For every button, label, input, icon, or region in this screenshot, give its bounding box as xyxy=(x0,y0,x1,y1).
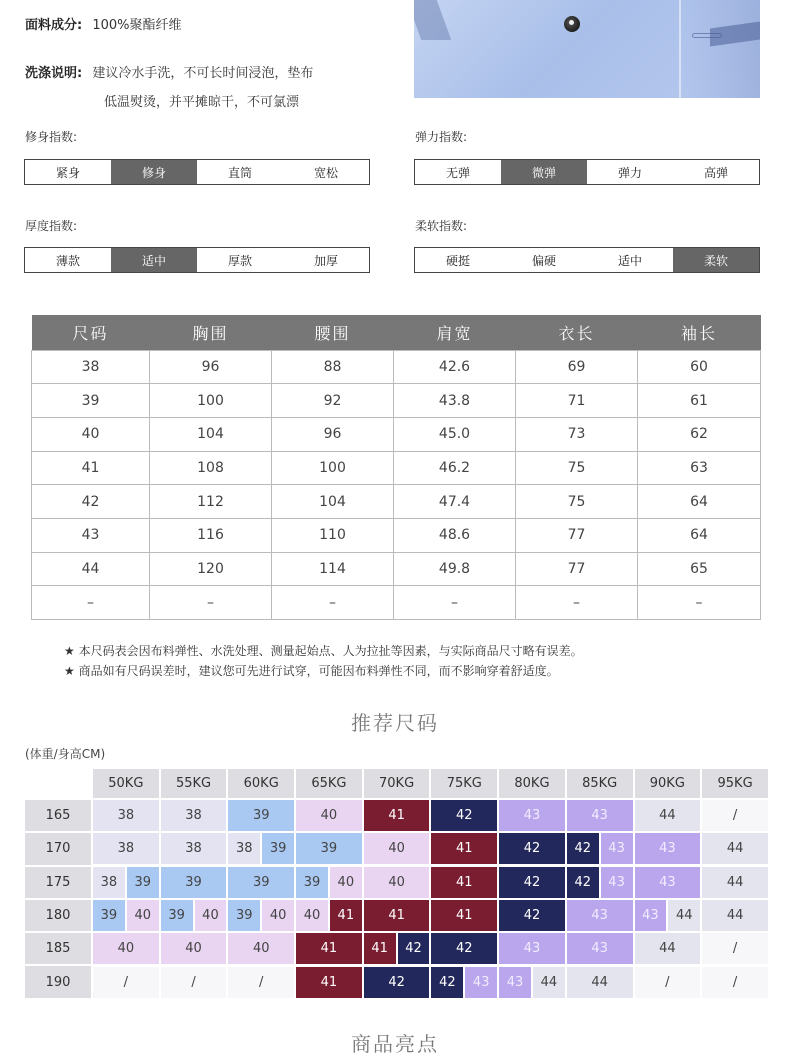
size-badge: 41 xyxy=(431,833,497,864)
size-badge: 38 xyxy=(161,800,227,831)
highlights-title: 商品亮点 xyxy=(351,1032,439,1056)
recommend-cell xyxy=(702,966,770,999)
weight-header: 85KG xyxy=(567,769,635,800)
fabric-value: 100%聚酯纤维 xyxy=(92,18,182,33)
recommend-cell xyxy=(567,833,635,866)
height-label: 165 xyxy=(25,800,93,833)
header-waist: 腰围 xyxy=(272,315,394,350)
size-cell: 64 xyxy=(638,518,761,552)
size-cell: 63 xyxy=(638,451,761,485)
size-cell: 77 xyxy=(516,552,638,586)
index-option: 宽松 xyxy=(313,165,338,180)
size-badge: 42 xyxy=(431,967,463,998)
recommend-cell xyxy=(567,800,635,833)
index-option: 直筒 xyxy=(227,165,252,180)
size-cell: 104 xyxy=(150,417,272,451)
size-badge: 39 xyxy=(296,833,362,864)
stretch-index-label: 弹力指数: xyxy=(415,130,468,144)
size-cell: 43 xyxy=(32,518,150,552)
height-label: 190 xyxy=(25,966,93,999)
weight-header: 55KG xyxy=(161,769,229,800)
size-cell: 69 xyxy=(516,350,638,384)
size-badge: 38 xyxy=(93,800,159,831)
index-option: 偏硬 xyxy=(531,253,556,268)
recommend-cell xyxy=(161,800,229,833)
size-badge: 40 xyxy=(328,867,362,898)
size-badge: 44 xyxy=(635,933,701,964)
index-option: 硬挺 xyxy=(445,253,470,268)
size-badge: 40 xyxy=(161,933,227,964)
size-cell: 39 xyxy=(32,384,150,418)
size-cell: 42 xyxy=(32,485,150,519)
recommend-cell xyxy=(161,833,229,866)
height-label: 170 xyxy=(25,833,93,866)
size-badge: 42 xyxy=(499,833,565,864)
size-row xyxy=(32,586,761,620)
size-badge: 39 xyxy=(296,867,328,898)
size-badge: / xyxy=(635,967,701,998)
size-cell: 60 xyxy=(638,350,761,384)
size-badge: 44 xyxy=(567,967,633,998)
recommend-cell xyxy=(431,966,499,999)
size-badge: 42 xyxy=(396,933,430,964)
size-badge: 39 xyxy=(125,867,159,898)
size-badge: 42 xyxy=(567,867,599,898)
size-badge: 41 xyxy=(364,800,430,831)
size-badge: 44 xyxy=(702,900,768,931)
size-cell: – xyxy=(272,586,394,620)
size-badge: 43 xyxy=(599,833,633,864)
height-label: 180 xyxy=(25,900,93,933)
recommend-cell xyxy=(364,966,432,999)
height-row xyxy=(25,966,770,999)
size-badge: 43 xyxy=(499,967,531,998)
size-badge: 44 xyxy=(531,967,565,998)
fit-index-label: 修身指数: xyxy=(25,130,78,144)
note-1: ★ 本尺码表会因布料弹性、水洗处理、测量起始点、人为拉扯等因素，与实际商品尺寸略有误差。 xyxy=(64,644,583,658)
size-row xyxy=(32,451,761,485)
recommend-cell xyxy=(702,800,770,833)
recommend-cell xyxy=(499,800,567,833)
recommend-table xyxy=(25,769,770,1000)
recommend-cell xyxy=(702,867,770,900)
size-cell: 75 xyxy=(516,485,638,519)
recommend-cell xyxy=(431,833,499,866)
size-cell: 71 xyxy=(516,384,638,418)
recommend-cell xyxy=(161,900,229,933)
recommend-cell xyxy=(228,800,296,833)
softness-index-bar xyxy=(414,247,760,273)
index-option: 薄款 xyxy=(55,253,80,268)
size-badge: 40 xyxy=(296,800,362,831)
size-badge: 40 xyxy=(364,833,430,864)
size-cell: 75 xyxy=(516,451,638,485)
recommend-title: 推荐尺码 xyxy=(351,711,439,735)
weight-header: 95KG xyxy=(702,769,770,800)
wash-text-1: 建议冷水手洗，不可长时间浸泡，垫布 xyxy=(92,66,314,81)
recommend-cell xyxy=(499,900,567,933)
recommend-cell xyxy=(93,800,161,833)
index-option: 无弹 xyxy=(445,165,470,180)
size-badge: 38 xyxy=(93,833,159,864)
size-badge: / xyxy=(702,933,768,964)
size-table-header xyxy=(32,315,761,350)
recommend-cell xyxy=(702,933,770,966)
size-cell: 48.6 xyxy=(394,518,516,552)
recommend-cell xyxy=(93,900,161,933)
size-badge: 43 xyxy=(499,800,565,831)
recommend-cell xyxy=(228,966,296,999)
recommend-cell xyxy=(431,900,499,933)
weight-header: 70KG xyxy=(364,769,432,800)
height-row xyxy=(25,833,770,866)
size-cell: 46.2 xyxy=(394,451,516,485)
wash-label: 洗涤说明: xyxy=(25,66,83,81)
index-option: 修身 xyxy=(111,160,197,184)
size-badge: 38 xyxy=(228,833,260,864)
recommend-cell xyxy=(635,800,703,833)
recommend-cell xyxy=(635,966,703,999)
wash-text-2: 低温熨烫，并平摊晾干，不可氯漂 xyxy=(104,95,300,110)
fabric-label: 面料成分: xyxy=(25,18,83,33)
size-badge: 41 xyxy=(296,967,362,998)
recommend-cell xyxy=(567,966,635,999)
height-row xyxy=(25,867,770,900)
recommend-cell xyxy=(296,933,364,966)
size-badge: 42 xyxy=(431,800,497,831)
size-badge: 42 xyxy=(364,967,430,998)
size-cell: 44 xyxy=(32,552,150,586)
weight-header: 90KG xyxy=(635,769,703,800)
header-shoulder: 肩宽 xyxy=(394,315,516,350)
size-row xyxy=(32,417,761,451)
collar-shadow xyxy=(414,0,451,40)
size-badge: 39 xyxy=(260,833,294,864)
size-badge: 43 xyxy=(567,800,633,831)
size-badge: / xyxy=(93,967,159,998)
size-cell: 77 xyxy=(516,518,638,552)
size-cell: 116 xyxy=(150,518,272,552)
recommend-cell xyxy=(364,933,432,966)
recommend-cell xyxy=(93,867,161,900)
index-option: 厚款 xyxy=(227,253,252,268)
corner-cell xyxy=(25,769,93,800)
size-cell: 100 xyxy=(272,451,394,485)
recommend-cell xyxy=(499,833,567,866)
recommend-cell xyxy=(635,900,703,933)
size-badge: 41 xyxy=(431,900,497,931)
size-badge: 40 xyxy=(93,933,159,964)
recommend-cell xyxy=(296,800,364,833)
stretch-index-bar xyxy=(414,159,760,185)
size-badge: 43 xyxy=(599,867,633,898)
height-row xyxy=(25,933,770,966)
size-cell: 47.4 xyxy=(394,485,516,519)
note-2: ★ 商品如有尺码误差时，建议您可先进行试穿，可能因布料弹性不同，而不影响穿着舒适度。 xyxy=(64,664,559,678)
recommend-cell xyxy=(567,900,635,933)
size-cell: 120 xyxy=(150,552,272,586)
weight-header: 60KG xyxy=(228,769,296,800)
size-badge: 44 xyxy=(666,900,700,931)
header-chest: 胸围 xyxy=(150,315,272,350)
recommend-cell xyxy=(567,933,635,966)
recommend-cell xyxy=(431,867,499,900)
size-cell: 41 xyxy=(32,451,150,485)
size-badge: 41 xyxy=(328,900,362,931)
recommend-cell xyxy=(161,867,229,900)
size-badge: 43 xyxy=(567,933,633,964)
size-badge: / xyxy=(161,967,227,998)
index-option: 加厚 xyxy=(313,253,338,268)
height-row xyxy=(25,900,770,933)
recommend-cell xyxy=(228,900,296,933)
size-badge: 43 xyxy=(499,933,565,964)
size-cell: 40 xyxy=(32,417,150,451)
recommend-cell xyxy=(567,867,635,900)
recommend-cell xyxy=(499,933,567,966)
shirt-collar-photo xyxy=(414,0,760,98)
size-cell: 65 xyxy=(638,552,761,586)
size-badge: 38 xyxy=(93,867,125,898)
size-cell: – xyxy=(32,586,150,620)
size-cell: – xyxy=(638,586,761,620)
recommend-cell xyxy=(296,900,364,933)
size-cell: 38 xyxy=(32,350,150,384)
size-cell: 108 xyxy=(150,451,272,485)
fit-index-bar xyxy=(24,159,370,185)
wash-line xyxy=(25,62,313,81)
index-option: 柔软 xyxy=(673,248,759,272)
recommend-cell xyxy=(93,933,161,966)
size-badge: 44 xyxy=(702,833,768,864)
size-badge: 41 xyxy=(364,900,430,931)
size-badge: 43 xyxy=(635,833,701,864)
recommend-cell xyxy=(635,867,703,900)
height-label: 175 xyxy=(25,867,93,900)
size-cell: 110 xyxy=(272,518,394,552)
height-row xyxy=(25,800,770,833)
size-cell: 64 xyxy=(638,485,761,519)
recommend-cell xyxy=(296,867,364,900)
recommend-cell xyxy=(161,933,229,966)
size-badge: 41 xyxy=(364,933,396,964)
size-row xyxy=(32,485,761,519)
recommend-cell xyxy=(364,867,432,900)
recommend-cell xyxy=(702,833,770,866)
size-badge: 40 xyxy=(364,867,430,898)
size-badge: 42 xyxy=(499,867,565,898)
weight-header: 50KG xyxy=(93,769,161,800)
thickness-index-label: 厚度指数: xyxy=(25,219,78,233)
size-badge: 39 xyxy=(228,800,294,831)
size-cell: 100 xyxy=(150,384,272,418)
recommend-cell xyxy=(635,933,703,966)
size-badge: 43 xyxy=(463,967,497,998)
size-badge: 39 xyxy=(161,867,227,898)
index-option: 弹力 xyxy=(617,165,642,180)
size-cell: – xyxy=(516,586,638,620)
size-row xyxy=(32,518,761,552)
size-badge: 40 xyxy=(125,900,159,931)
recommend-cell xyxy=(431,800,499,833)
fabric-shade xyxy=(684,0,760,98)
weight-header-row xyxy=(25,769,770,800)
recommend-caption: (体重/身高CM) xyxy=(25,747,106,761)
recommend-cell xyxy=(635,833,703,866)
recommend-cell xyxy=(228,867,296,900)
size-cell: 61 xyxy=(638,384,761,418)
recommend-cell xyxy=(364,833,432,866)
recommend-cell xyxy=(296,966,364,999)
index-option: 适中 xyxy=(111,248,197,272)
size-badge: 41 xyxy=(296,933,362,964)
size-badge: 44 xyxy=(635,800,701,831)
size-row xyxy=(32,552,761,586)
size-badge: 42 xyxy=(499,900,565,931)
weight-header: 65KG xyxy=(296,769,364,800)
recommend-cell xyxy=(499,867,567,900)
recommend-cell xyxy=(702,900,770,933)
placket-seam xyxy=(679,0,681,98)
size-badge: 38 xyxy=(161,833,227,864)
thickness-index-bar xyxy=(24,247,370,273)
size-badge: 42 xyxy=(567,833,599,864)
fabric-line xyxy=(25,14,182,33)
shirt-button-icon xyxy=(564,16,580,32)
size-cell: 88 xyxy=(272,350,394,384)
softness-index-label: 柔软指数: xyxy=(415,219,468,233)
recommend-cell xyxy=(93,833,161,866)
index-option: 紧身 xyxy=(55,165,80,180)
size-badge: 40 xyxy=(260,900,294,931)
weight-header: 80KG xyxy=(499,769,567,800)
size-cell: 42.6 xyxy=(394,350,516,384)
size-badge: / xyxy=(228,967,294,998)
recommend-cell xyxy=(431,933,499,966)
size-cell: 92 xyxy=(272,384,394,418)
size-badge: 42 xyxy=(431,933,497,964)
size-cell: 45.0 xyxy=(394,417,516,451)
size-cell: 49.8 xyxy=(394,552,516,586)
size-cell: – xyxy=(150,586,272,620)
header-length: 衣长 xyxy=(516,315,638,350)
index-option: 高弹 xyxy=(703,165,728,180)
size-badge: 43 xyxy=(635,867,701,898)
recommend-cell xyxy=(296,833,364,866)
size-badge: 39 xyxy=(228,867,294,898)
height-label: 185 xyxy=(25,933,93,966)
size-cell: 114 xyxy=(272,552,394,586)
recommend-cell xyxy=(228,933,296,966)
size-cell: 62 xyxy=(638,417,761,451)
size-cell: 96 xyxy=(272,417,394,451)
recommend-cell xyxy=(228,833,296,866)
index-option: 适中 xyxy=(617,253,642,268)
size-badge: 44 xyxy=(702,867,768,898)
size-badge: 40 xyxy=(296,900,328,931)
size-badge: 43 xyxy=(567,900,633,931)
size-badge: / xyxy=(702,967,768,998)
size-cell: – xyxy=(394,586,516,620)
recommend-cell xyxy=(499,966,567,999)
size-table xyxy=(31,315,761,620)
recommend-cell xyxy=(93,966,161,999)
recommend-cell xyxy=(364,900,432,933)
recommend-cell xyxy=(161,966,229,999)
size-cell: 73 xyxy=(516,417,638,451)
weight-header: 75KG xyxy=(431,769,499,800)
header-sleeve: 袖长 xyxy=(638,315,761,350)
size-badge: 39 xyxy=(93,900,125,931)
size-cell: 96 xyxy=(150,350,272,384)
size-badge: 41 xyxy=(431,867,497,898)
recommend-cell xyxy=(364,800,432,833)
header-size: 尺码 xyxy=(32,315,150,350)
size-badge: 40 xyxy=(193,900,227,931)
index-option: 微弹 xyxy=(501,160,587,184)
size-badge: 40 xyxy=(228,933,294,964)
size-badge: 39 xyxy=(228,900,260,931)
buttonhole-icon xyxy=(692,33,722,38)
size-cell: 112 xyxy=(150,485,272,519)
size-cell: 104 xyxy=(272,485,394,519)
size-badge: / xyxy=(702,800,768,831)
size-badge: 43 xyxy=(635,900,667,931)
size-row xyxy=(32,384,761,418)
size-row xyxy=(32,350,761,384)
size-cell: 43.8 xyxy=(394,384,516,418)
size-badge: 39 xyxy=(161,900,193,931)
